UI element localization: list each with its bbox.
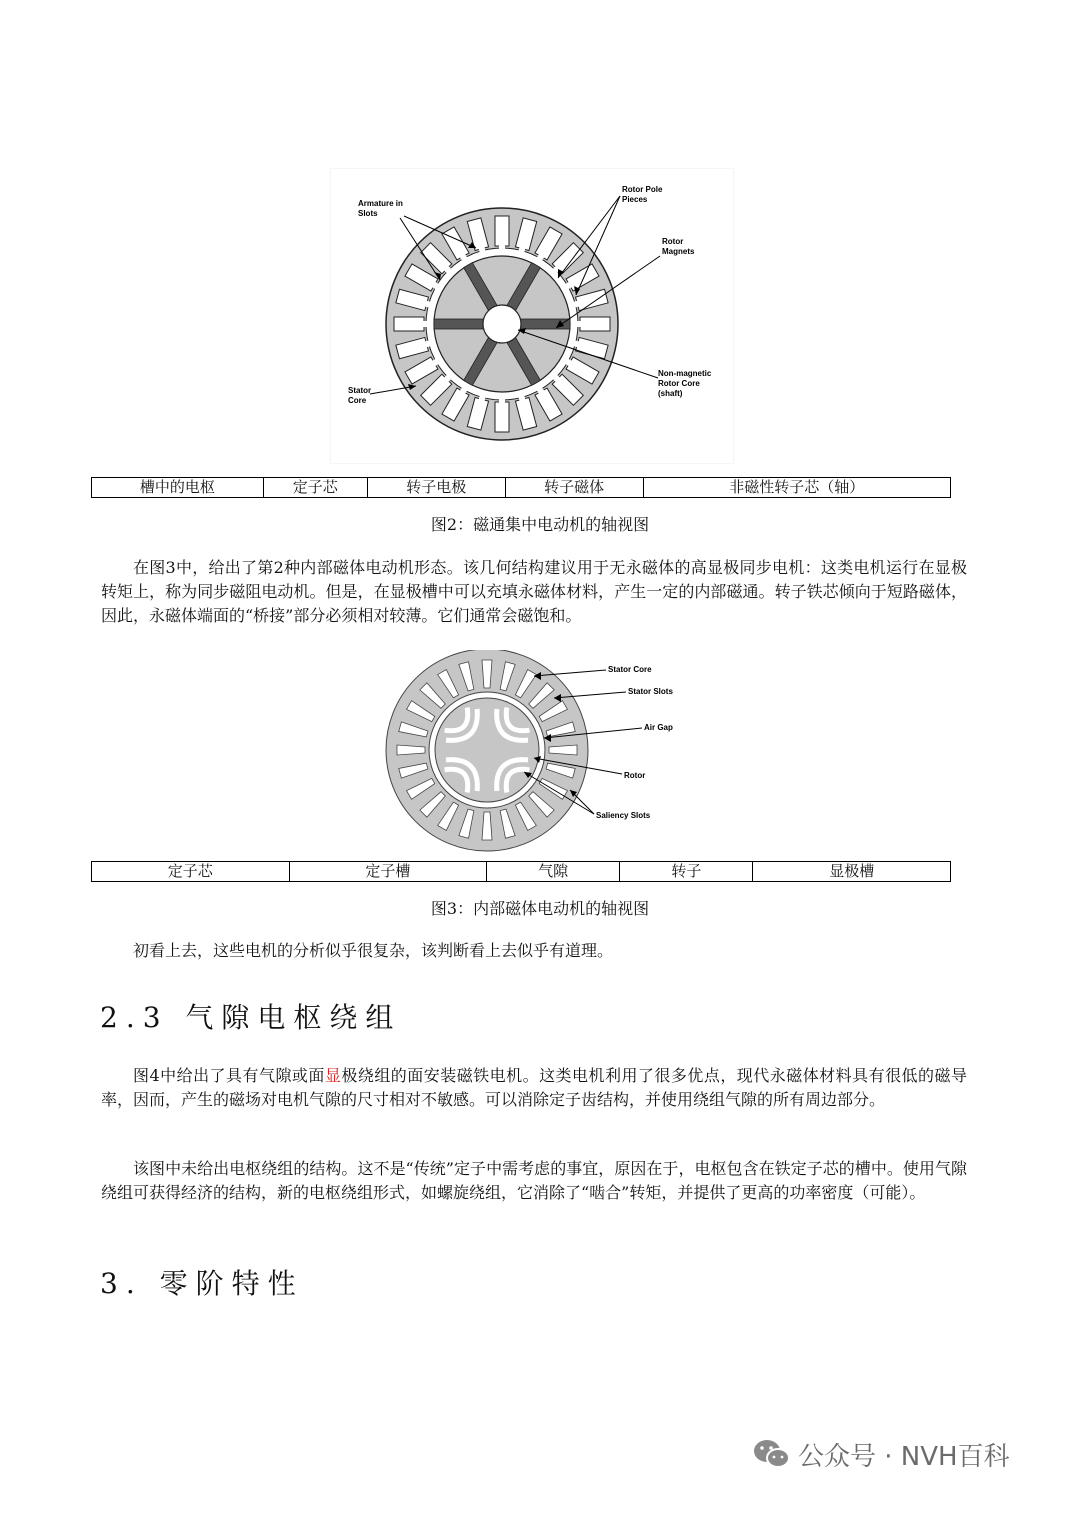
- slot-opening: [499, 399, 505, 404]
- figure-3-caption: 图3：内部磁体电动机的轴视图: [430, 899, 650, 918]
- armature-slot: [580, 317, 610, 331]
- armature-slot: [394, 317, 424, 331]
- figure-2-diagram: [330, 168, 734, 464]
- label-armature-2: Slots: [358, 209, 378, 218]
- fig3-cell-stator-core: 定子芯: [92, 862, 290, 882]
- nonmagnetic-shaft: [483, 305, 521, 343]
- rotor: [435, 698, 539, 802]
- label-magnets-2: Magnets: [662, 247, 695, 256]
- figure-2-label-table: [91, 477, 951, 498]
- slot-opening: [577, 321, 582, 327]
- watermark-text: 公众号 · NVH百科: [798, 1441, 1010, 1472]
- label-stator-1: Stator: [348, 386, 372, 395]
- stator-slot: [397, 745, 425, 755]
- paragraph-armature-structure: 该图中未给出电枢绕组的结构。这不是“传统”定子中需考虑的事宜，原因在于，电枢包含在铁定子芯的槽中。使用气隙绕组可获得经济的结构，新的电枢绕组形式，如螺旋绕组，它消除了“啮合”转矩，并提供了更高的功率密度（可能）。: [101, 1159, 967, 1202]
- fig2-cell-rotor-poles: 转子电极: [367, 478, 505, 498]
- stator-slot: [482, 660, 492, 688]
- wechat-icon: [752, 1437, 792, 1471]
- label-nonmagnetic-3: (shaft): [658, 389, 683, 398]
- fig2-cell-rotor-magnets: 转子磁体: [505, 478, 643, 498]
- label-stator-2: Core: [348, 396, 367, 405]
- armature-slot: [495, 402, 509, 432]
- label-rotor: Rotor: [624, 771, 646, 780]
- fig2-cell-stator-core: 定子芯: [263, 478, 367, 498]
- fig3-cell-air-gap: 气隙: [487, 862, 620, 882]
- paragraph-figure-3-intro: 在图3中，给出了第2种内部磁体电动机形态。该几何结构建议用于无永磁体的高显极同步电机：这类电机运行在显极转矩上，称为同步磁阻电动机。但是，在显极槽中可以充填永磁体材料，产生一定的内部磁通。转子铁芯倾向于短路磁体，因此，永磁体端面的“桥接”部分必须相对较薄。它们通常会磁饱和。: [101, 558, 967, 625]
- figure-3-label-table: [91, 861, 951, 882]
- fig2-cell-shaft: 非磁性转子芯（轴）: [643, 478, 950, 498]
- label-air-gap: Air Gap: [644, 723, 673, 732]
- para3-before: 图4中给出了具有气隙或面: [133, 1066, 325, 1085]
- label-saliency-slots: Saliency Slots: [596, 811, 651, 820]
- fig3-cell-rotor: 转子: [620, 862, 753, 882]
- label-magnets-1: Rotor: [662, 237, 684, 246]
- stator-slot: [549, 745, 577, 755]
- label-armature-1: Armature in: [358, 199, 403, 208]
- armature-slot: [495, 216, 509, 246]
- label-pole-pieces-2: Pieces: [622, 195, 648, 204]
- paragraph-air-gap-winding: [101, 1064, 967, 1112]
- label-stator-core: Stator Core: [608, 665, 652, 674]
- fig3-cell-saliency: 显极槽: [753, 862, 951, 882]
- fig2-cell-armature: 槽中的电枢: [92, 478, 264, 498]
- slot-opening: [422, 321, 427, 327]
- para3-highlight: 显: [324, 1066, 342, 1085]
- label-pole-pieces-1: Rotor Pole: [622, 185, 663, 194]
- fig3-cell-stator-slots: 定子槽: [289, 862, 487, 882]
- paragraph-analysis: 初看上去，这些电机的分析似乎很复杂，该判断看上去似乎有道理。: [133, 941, 614, 960]
- para3-after: 极绕组的面安装磁铁电机。这类电机利用了很多优点，现代永磁体材料具有很低的磁导率，因而，产生的磁场对电机气隙的尺寸相对不敏感。可以消除定子齿结构，并使用绕组气隙的所有周边部分。: [101, 1066, 967, 1109]
- rotor-magnet: [434, 319, 484, 329]
- figure-2-caption: 图2：磁通集中电动机的轴视图: [430, 515, 650, 534]
- section-heading-2-3: 2.3 气隙电枢绕组: [100, 1001, 402, 1034]
- label-nonmagnetic-2: Rotor Core: [658, 379, 700, 388]
- stator-slot: [482, 812, 492, 840]
- section-heading-3: 3. 零阶特性: [100, 1267, 304, 1300]
- label-nonmagnetic-1: Non-magnetic: [658, 369, 712, 378]
- figure-3-diagram: [384, 650, 704, 855]
- watermark: [752, 1432, 1010, 1476]
- slot-opening: [499, 244, 505, 249]
- label-stator-slots: Stator Slots: [628, 687, 673, 696]
